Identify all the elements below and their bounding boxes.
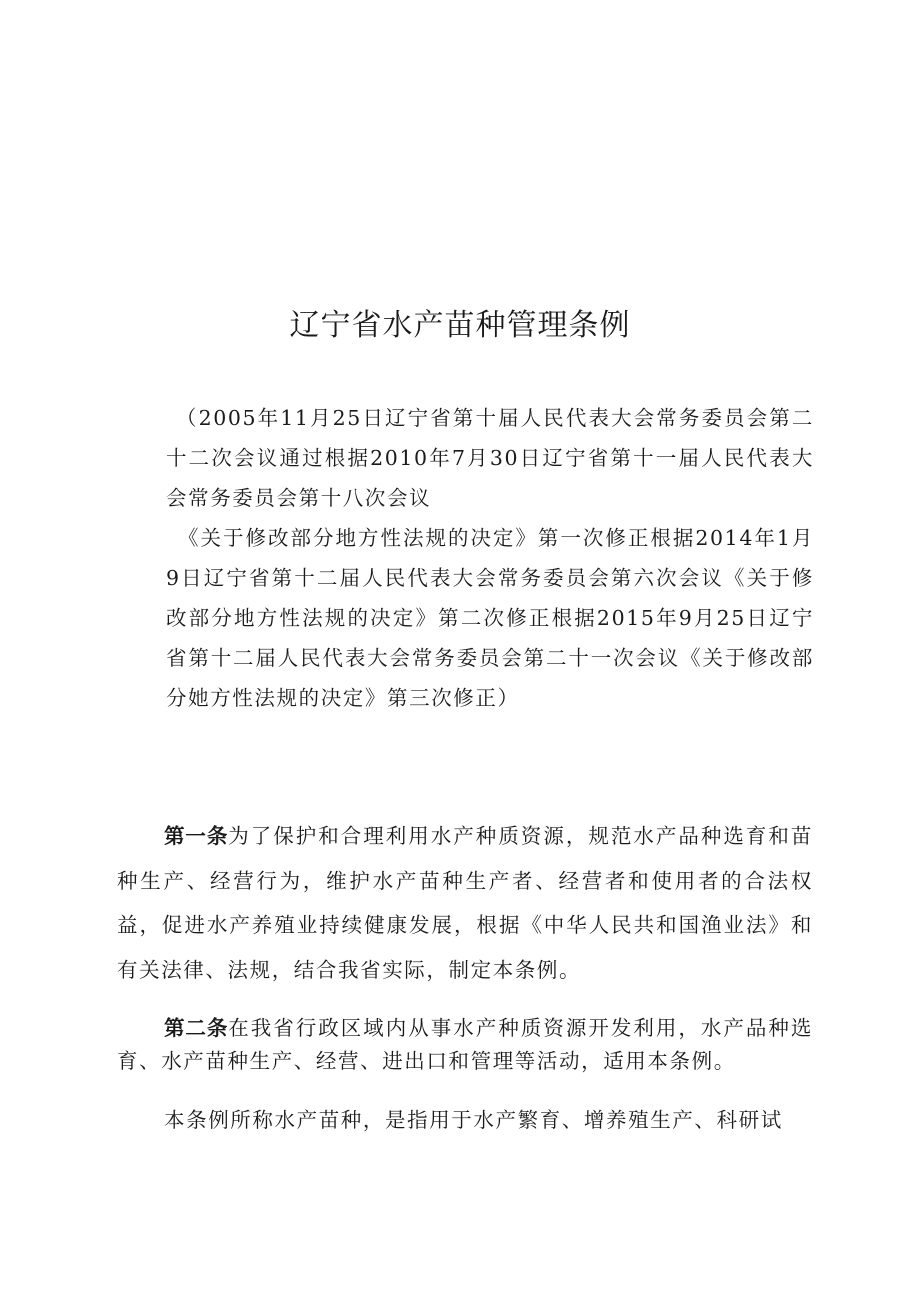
legislative-history-note bbox=[166, 398, 814, 718]
article-1-label: 第一条 bbox=[164, 824, 229, 848]
article-1-text: 为了保护和合理利用水产种质资源，规范水产品种选育和苗种生产、经营行为，维护水产苗种生产者、经营者和使用者的合法权益，促进水产养殖业持续健康发展，根据《中华人民共和国渔业法》和有关法律、法规，结合我省实际，制定本条例。 bbox=[117, 824, 814, 982]
article-2-text: 在我省行政区域内从事水产种质资源开发利用，水产品种选育、水产苗种生产、经营、进出口和管理等活动，适用本条例。 bbox=[117, 1016, 814, 1073]
article-2-label: 第二条 bbox=[164, 1016, 229, 1040]
legislative-history-part-1: （2005年11月25日辽宁省第十届人民代表大会常务委员会第二十二次会议通过根据2010年7月30日辽宁省第十一届人民代表大会常务委员会第十八次会议 bbox=[166, 406, 814, 510]
document-title: 辽宁省水产苗种管理条例 bbox=[289, 308, 631, 344]
article-2-paragraph-2: 本条例所称水产苗种，是指用于水产繁育、增养殖生产、科研试 bbox=[164, 1108, 783, 1132]
article-2 bbox=[117, 1012, 813, 1078]
article-1 bbox=[117, 814, 813, 992]
legislative-history-part-2: 《关于修改部分地方性法规的决定》第一次修正根据2014年1月9日辽宁省第十二届人民代表大会常务委员会第六次会议《关于修改部分地方性法规的决定》第二次修正根据2015年9月25日辽宁省第十二届人民代表大会常务委员会第二十一次会议《关于修改部分她方性法规的决定》第三次修正） bbox=[166, 526, 814, 710]
